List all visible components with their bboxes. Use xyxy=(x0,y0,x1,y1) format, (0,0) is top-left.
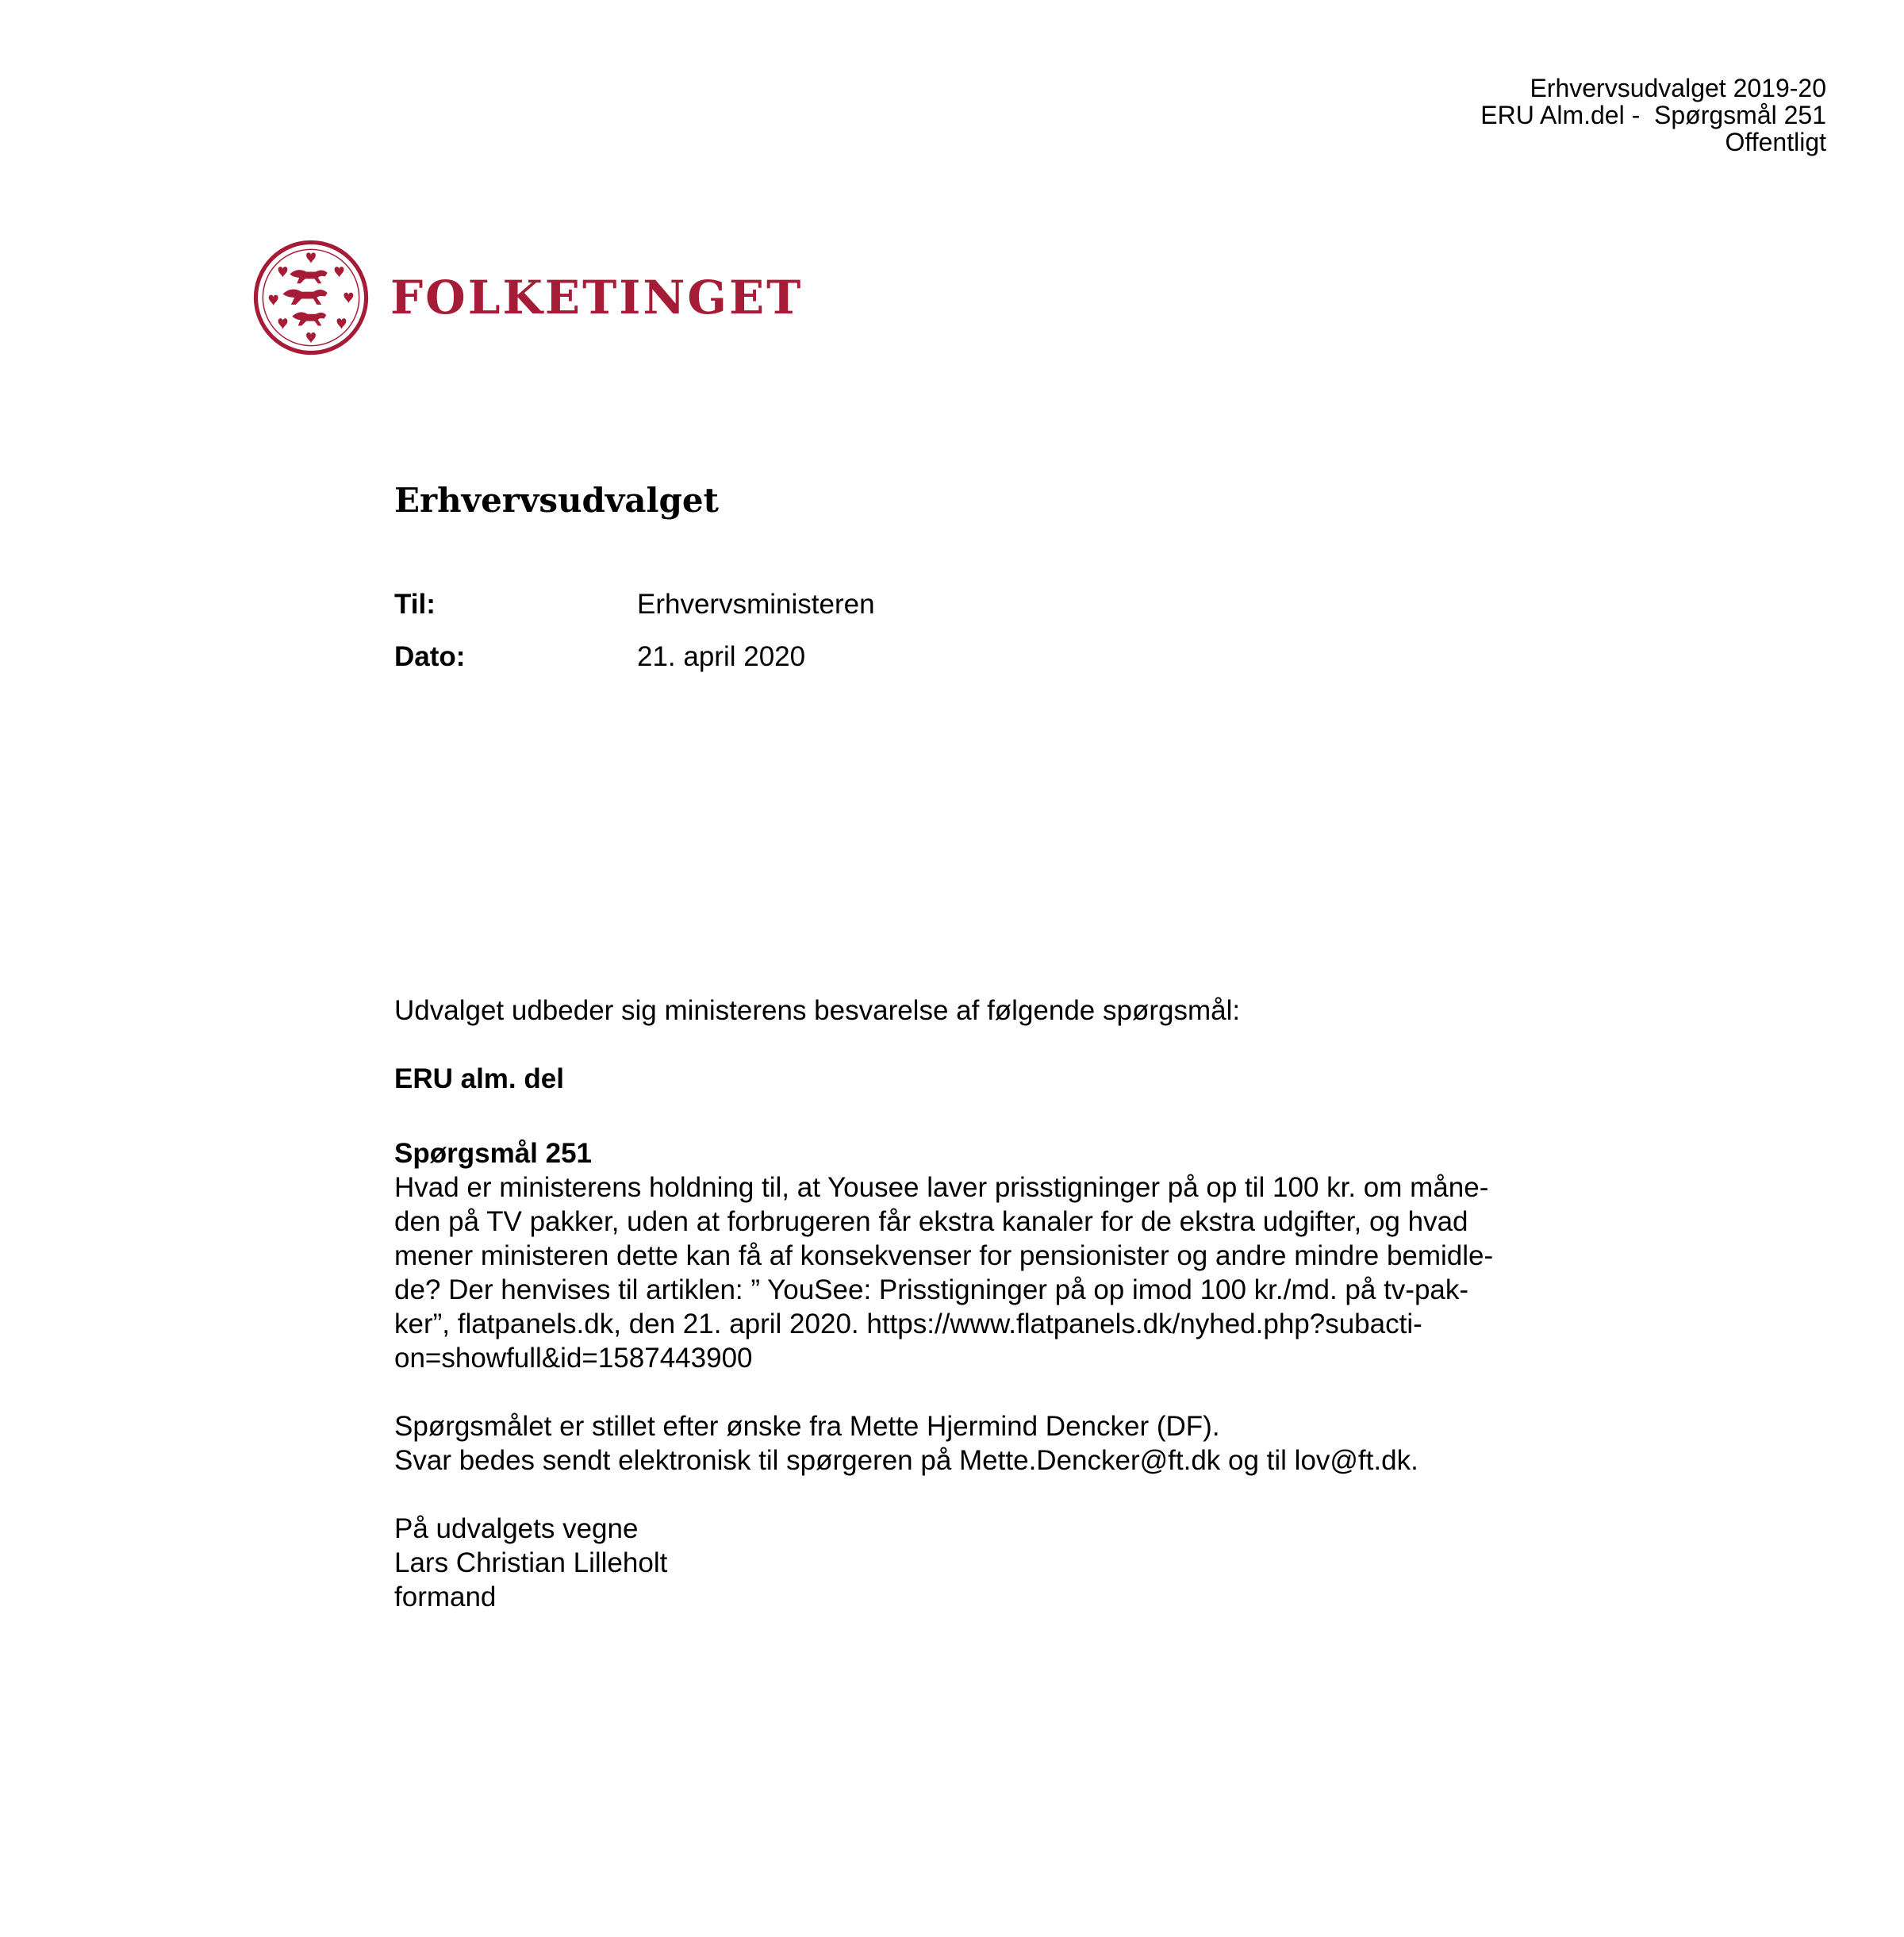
access-label: Offentligt xyxy=(1725,128,1826,156)
recipient-value: Erhvervsministeren xyxy=(637,589,875,620)
session-label: Erhvervsudvalget 2019-20 xyxy=(1530,74,1826,102)
signatory-title: formand xyxy=(394,1581,497,1612)
recipient-label: Til: xyxy=(394,589,436,620)
question-line: mener ministeren dette kan få af konsekvenser for pensionister og andre mindre bemidle- xyxy=(394,1240,1494,1271)
date-value: 21. april 2020 xyxy=(637,641,806,672)
question-reference: ERU Alm.del - Spørgsmål 251 xyxy=(1480,101,1826,129)
committee-heading: Erhvervsudvalget xyxy=(394,481,719,520)
question-line: on=showfull&id=1587443900 xyxy=(394,1343,753,1374)
signature-block xyxy=(394,1512,1553,1614)
document-reference xyxy=(1480,75,1826,156)
question-title: Spørgsmål 251 xyxy=(394,1138,592,1169)
question-line: Hvad er ministerens holdning til, at Yousee laver prisstigninger på op til 100 kr. om måne- xyxy=(394,1172,1489,1203)
question-line: ker”, flatpanels.dk, den 21. april 2020. https://www.flatpanels.dk/nyhed.php?subacti- xyxy=(394,1309,1422,1339)
letter-body xyxy=(394,993,1553,1614)
intro-text: Udvalget udbeder sig ministerens besvarelse af følgende spørgsmål: xyxy=(394,995,1241,1026)
folketinget-logo xyxy=(252,238,803,357)
question-line: de? Der henvises til artiklen: ” YouSee: Prisstigninger på op imod 100 kr./md. på tv-pak- xyxy=(394,1274,1469,1305)
danish-coat-of-arms-three-lions-icon xyxy=(252,239,370,356)
case-reference: ERU alm. del xyxy=(394,1063,564,1094)
recipient-row xyxy=(394,589,875,641)
letter-metadata xyxy=(394,589,875,694)
question-line: den på TV pakker, uden at forbrugeren får ekstra kanaler for de ekstra udgifter, og hvad xyxy=(394,1206,1468,1237)
question-text xyxy=(394,1170,1553,1375)
date-row xyxy=(394,641,875,694)
signatory-name: Lars Christian Lilleholt xyxy=(394,1547,668,1578)
logo-wordmark: FOLKETINGET xyxy=(390,271,804,325)
date-label: Dato: xyxy=(394,641,466,672)
asked-by-text: Spørgsmålet er stillet efter ønske fra Mette Hjermind Dencker (DF). xyxy=(394,1411,1220,1442)
reply-instructions: Svar bedes sendt elektronisk til spørgeren på Mette.Dencker@ft.dk og til lov@ft.dk. xyxy=(394,1445,1418,1476)
signoff-line: På udvalgets vegne xyxy=(394,1513,639,1544)
